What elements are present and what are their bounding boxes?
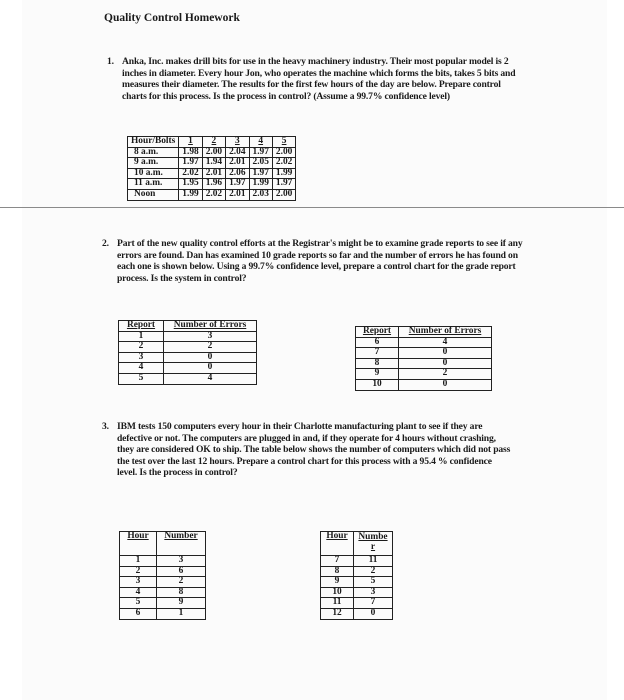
- table-cell: 2.06: [226, 168, 249, 179]
- table-cell: 0: [399, 358, 492, 369]
- column-header: 5: [272, 137, 295, 148]
- table-corner-header: Hour/Bolts: [128, 137, 179, 148]
- row-label: Noon: [128, 189, 179, 200]
- table-row: [356, 337, 492, 348]
- table-header-row: [128, 137, 296, 148]
- table-cell: 4: [119, 363, 164, 374]
- table-cell: 7: [354, 598, 393, 609]
- column-header: 4: [249, 137, 272, 148]
- table-row: [119, 331, 257, 342]
- table-cell: 4: [399, 337, 492, 348]
- table-row: [119, 342, 257, 353]
- table-cell: 2.02: [179, 168, 202, 179]
- table-header-row: [119, 321, 257, 332]
- table-cell: 10: [356, 379, 399, 390]
- table-cell: 4: [120, 587, 157, 598]
- table-row: [120, 566, 206, 577]
- problem-2-number: 2.: [102, 238, 109, 249]
- table-row: [321, 598, 393, 609]
- column-header: Number of Errors: [399, 327, 492, 338]
- table-row: [120, 608, 206, 619]
- table-cell: 4: [164, 373, 257, 384]
- table-cell: 3: [157, 556, 206, 567]
- table-cell: 1.97: [272, 179, 295, 190]
- table-cell: 1: [157, 608, 206, 619]
- table-cell: 5: [119, 373, 164, 384]
- table-cell: 12: [321, 608, 354, 619]
- table-cell: 2: [354, 566, 393, 577]
- homework-page: [22, 0, 607, 700]
- table-cell: 5: [354, 577, 393, 588]
- problem-3: [102, 421, 512, 479]
- table-cell: 2.02: [272, 158, 295, 169]
- table-cell: 2: [120, 566, 157, 577]
- table-row: [128, 158, 296, 169]
- table-row: [321, 556, 393, 567]
- table-row: [128, 189, 296, 200]
- problem-3-number: 3.: [102, 421, 109, 432]
- table-cell: 1.97: [249, 147, 272, 158]
- table-cell: 6: [157, 566, 206, 577]
- row-label: 11 a.m.: [128, 179, 179, 190]
- table-header-row: [120, 532, 206, 556]
- table-cell: 6: [356, 337, 399, 348]
- table-cell: 1.99: [272, 168, 295, 179]
- problem-2-text: Part of the new quality control efforts at the Registrar's might be to examine grade reports to see if any errors are found. Dan has examined 10 grade reports so far and the number of errors he has found on each one is shown below. Using a 99.7% confidence level, prepare a control chart for the grade report process. Is the system in control?: [117, 238, 523, 284]
- table-cell: 1.97: [249, 168, 272, 179]
- table-cell: 0: [164, 352, 257, 363]
- table-cell: 2.02: [202, 189, 225, 200]
- table-row: [120, 556, 206, 567]
- problem-1-text: Anka, Inc. makes drill bits for use in the heavy machinery industry. Their most popular model is 2 inches in diameter. Every hour Jon, who operates the machine which forms the bits, takes 5 bits and measures their diameter. The results for the first few hours of the day are below. Prepare control charts for this process. Is the process in control? (Assume a 99.7% confidence level): [122, 56, 516, 102]
- table-row: [120, 598, 206, 609]
- table-row: [128, 179, 296, 190]
- table-cell: 1.99: [179, 189, 202, 200]
- row-label: 9 a.m.: [128, 158, 179, 169]
- page-title: Quality Control Homework: [104, 12, 240, 24]
- row-label: 10 a.m.: [128, 168, 179, 179]
- table-cell: 1: [120, 556, 157, 567]
- table-cell: 2.01: [226, 158, 249, 169]
- table-cell: 3: [119, 352, 164, 363]
- table-cell: 3: [120, 577, 157, 588]
- column-header: Number of Errors: [164, 321, 257, 332]
- errors-table-left: [118, 320, 257, 385]
- table-cell: 6: [120, 608, 157, 619]
- table-cell: 7: [321, 556, 354, 567]
- table-cell: 9: [321, 577, 354, 588]
- table-row: [321, 608, 393, 619]
- table-cell: 0: [354, 608, 393, 619]
- table-cell: 2.01: [226, 189, 249, 200]
- column-header: Hour: [120, 532, 157, 556]
- column-header: Number: [157, 532, 206, 556]
- table-cell: 5: [120, 598, 157, 609]
- table-cell: 2: [119, 342, 164, 353]
- column-header: Hour: [321, 532, 354, 556]
- table-row: [356, 348, 492, 359]
- table-cell: 8: [356, 358, 399, 369]
- defects-table-right: [320, 531, 393, 620]
- table-row: [356, 358, 492, 369]
- table-cell: 2.04: [226, 147, 249, 158]
- table-cell: 2.00: [202, 147, 225, 158]
- table-row: [128, 168, 296, 179]
- table-cell: 7: [356, 348, 399, 359]
- table-cell: 2: [164, 342, 257, 353]
- table-row: [119, 352, 257, 363]
- problem-1-number: 1.: [107, 56, 114, 67]
- column-header: Report: [356, 327, 399, 338]
- table-row: [321, 566, 393, 577]
- table-row: [120, 577, 206, 588]
- table-cell: 1.97: [226, 179, 249, 190]
- table-cell: 10: [321, 587, 354, 598]
- table-cell: 1.94: [202, 158, 225, 169]
- scan-divider-line: [0, 207, 624, 208]
- table-row: [119, 363, 257, 374]
- table-cell: 3: [354, 587, 393, 598]
- table-row: [128, 147, 296, 158]
- table-cell: 11: [321, 598, 354, 609]
- errors-table-right: [355, 326, 492, 391]
- table-row: [321, 577, 393, 588]
- table-cell: 2.03: [249, 189, 272, 200]
- table-row: [356, 379, 492, 390]
- table-cell: 2: [399, 369, 492, 380]
- row-label: 8 a.m.: [128, 147, 179, 158]
- table-cell: 2.05: [249, 158, 272, 169]
- defects-table-left: [119, 531, 206, 620]
- table-cell: 2.00: [272, 147, 295, 158]
- column-header: Report: [119, 321, 164, 332]
- table-cell: 2.00: [272, 189, 295, 200]
- table-cell: 2.01: [202, 168, 225, 179]
- problem-3-text: IBM tests 150 computers every hour in their Charlotte manufacturing plant to see if they are defective or not. The computers are plugged in and, if they operate for 4 hours without crashing, they are considered OK to ship. The table below shows the number of computers which did not pass the test over the last 12 hours. Prepare a control chart for this process with a 95.4 % confidence level. Is the process in control?: [117, 421, 511, 479]
- table-cell: 1: [119, 331, 164, 342]
- table-row: [120, 587, 206, 598]
- table-cell: 0: [164, 363, 257, 374]
- table-cell: 0: [399, 379, 492, 390]
- table-cell: 1.99: [249, 179, 272, 190]
- table-cell: 1.96: [202, 179, 225, 190]
- problem-1: [107, 56, 520, 102]
- table-cell: 8: [321, 566, 354, 577]
- column-header: 2: [202, 137, 225, 148]
- table-cell: 1.95: [179, 179, 202, 190]
- table-cell: 0: [399, 348, 492, 359]
- column-header: Numbe r: [354, 532, 393, 556]
- table-cell: 1.97: [179, 158, 202, 169]
- drill-bits-table: [127, 136, 296, 201]
- problem-2: [102, 238, 525, 284]
- table-cell: 8: [157, 587, 206, 598]
- table-cell: 2: [157, 577, 206, 588]
- table-row: [321, 587, 393, 598]
- column-header: 3: [226, 137, 249, 148]
- table-cell: 9: [356, 369, 399, 380]
- table-row: [356, 369, 492, 380]
- table-cell: 3: [164, 331, 257, 342]
- table-header-row: [321, 532, 393, 556]
- table-row: [119, 373, 257, 384]
- table-cell: 1.98: [179, 147, 202, 158]
- table-cell: 9: [157, 598, 206, 609]
- table-cell: 11: [354, 556, 393, 567]
- column-header: 1: [179, 137, 202, 148]
- table-header-row: [356, 327, 492, 338]
